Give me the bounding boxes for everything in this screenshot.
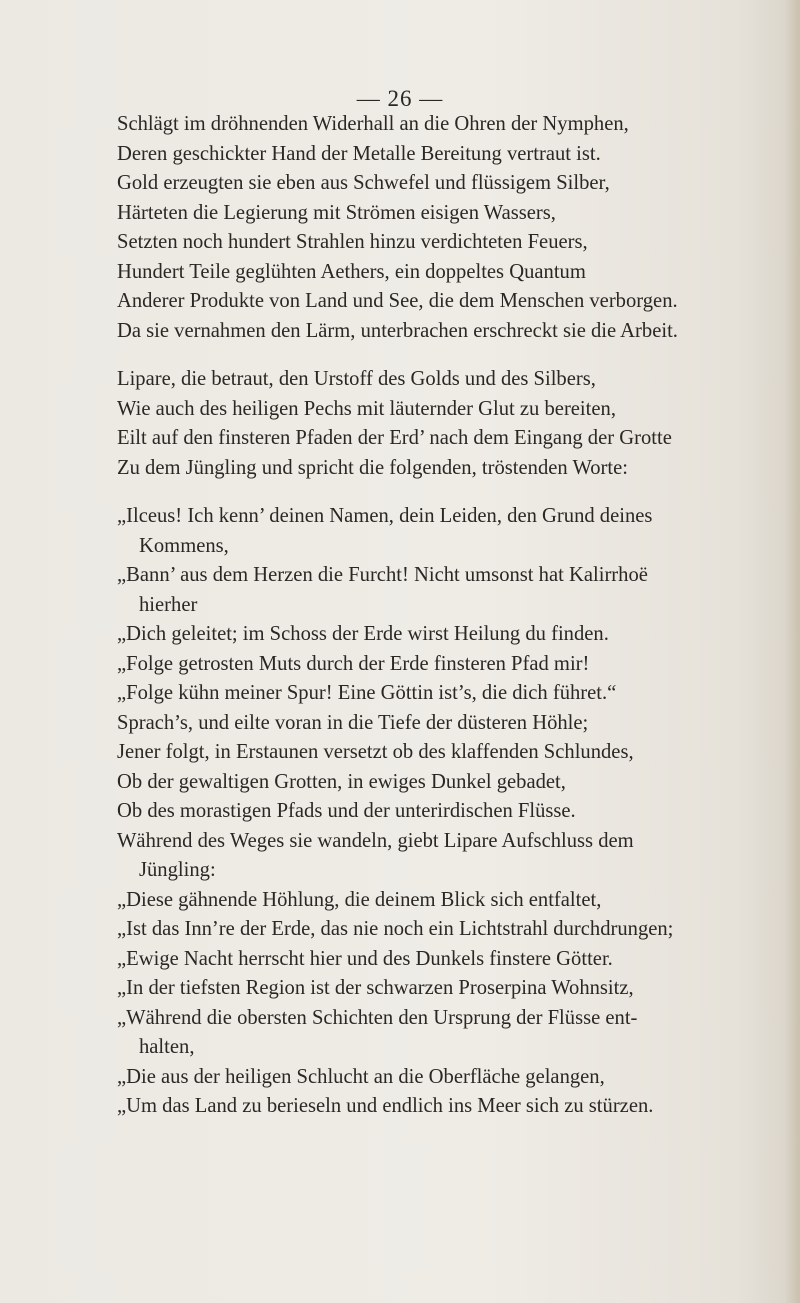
poem-text xyxy=(117,110,767,1122)
verse-line: Ob des morastigen Pfads und der unterirdischen Flüsse. xyxy=(117,800,576,822)
verse-line: „Während die obersten Schichten den Ursprung der Flüsse ent- xyxy=(117,1006,638,1029)
verse-line: „Um das Land zu berieseln und endlich ins Meer sich zu stürzen. xyxy=(117,1095,654,1117)
verse-line: „Diese gähnende Höhlung, die deinem Blick sich entfaltet, xyxy=(117,888,602,911)
verse-line: „Ilceus! Ich kenn’ deinen Namen, dein Leiden, den Grund deines xyxy=(117,505,653,527)
verse-line: Da sie vernahmen den Lärm, unterbrachen erschreckt sie die Arbeit. xyxy=(117,319,678,342)
verse-line: „Dich geleitet; im Schoss der Erde wirst Heilung du finden. xyxy=(117,623,609,645)
verse-line: Gold erzeugten sie eben aus Schwefel und flüssigem Silber, xyxy=(117,172,610,194)
verse-line: Härteten die Legierung mit Strömen eisigen Wassers, xyxy=(117,201,556,224)
verse-line: Deren geschickter Hand der Metalle Bereitung vertraut ist. xyxy=(117,142,601,165)
verse-line: Schlägt im dröhnenden Widerhall an die Ohren der Nymphen, xyxy=(117,113,629,135)
verse-line: „Folge getrosten Muts durch der Erde finsteren Pfad mir! xyxy=(117,652,590,675)
verse-line: „Bann’ aus dem Herzen die Furcht! Nicht umsonst hat Kalirrhoë xyxy=(117,564,648,586)
verse-line: „Die aus der heiligen Schlucht an die Oberfläche gelangen, xyxy=(117,1065,605,1088)
page-edge-shadow xyxy=(784,0,800,1303)
verse-line: Anderer Produkte von Land und See, die dem Menschen verborgen. xyxy=(117,290,678,312)
verse-line: „Ist das Inn’re der Erde, das nie noch ein Lichtstrahl durchdrungen; xyxy=(117,918,674,940)
page-number: — 26 — xyxy=(356,86,444,111)
verse-line-continuation: halten, xyxy=(139,1036,195,1058)
verse-line: „In der tiefsten Region ist der schwarzen Proserpina Wohnsitz, xyxy=(117,977,634,999)
verse-line: Hundert Teile geglühten Aethers, ein doppeltes Quantum xyxy=(117,260,586,283)
verse-line-continuation: hierher xyxy=(139,593,198,616)
verse-line: Während des Weges sie wandeln, giebt Lipare Aufschluss dem xyxy=(117,829,634,852)
verse-line: Lipare, die betraut, den Urstoff des Golds und des Silbers, xyxy=(117,368,596,390)
verse-line-continuation: Jüngling: xyxy=(139,859,216,881)
verse-line: Setzten noch hundert Strahlen hinzu verdichteten Feuers, xyxy=(117,231,588,253)
verse-line: „Folge kühn meiner Spur! Eine Göttin ist’s, die dich führet.“ xyxy=(117,682,617,704)
verse-line: Jener folgt, in Erstaunen versetzt ob des klaffenden Schlundes, xyxy=(117,741,634,763)
verse-line: Eilt auf den finsteren Pfaden der Erd’ nach dem Eingang der Grotte xyxy=(117,427,672,449)
verse-line: Sprach’s, und eilte voran in die Tiefe der düsteren Höhle; xyxy=(117,711,589,734)
stanza-2 xyxy=(117,365,767,483)
verse-line: Wie auch des heiligen Pechs mit läuternder Glut zu bereiten, xyxy=(117,397,616,420)
verse-line: Ob der gewaltigen Grotten, in ewiges Dunkel gebadet, xyxy=(117,770,566,793)
verse-line: „Ewige Nacht herrscht hier und des Dunkels finstere Götter. xyxy=(117,947,613,970)
stanza-gap xyxy=(117,346,767,365)
stanza-1 xyxy=(117,110,767,346)
verse-line-continuation: Kommens, xyxy=(139,534,229,557)
stanza-gap xyxy=(117,483,767,502)
stanza-3 xyxy=(117,502,767,1122)
verse-line: Zu dem Jüngling und spricht die folgenden, tröstenden Worte: xyxy=(117,456,628,479)
